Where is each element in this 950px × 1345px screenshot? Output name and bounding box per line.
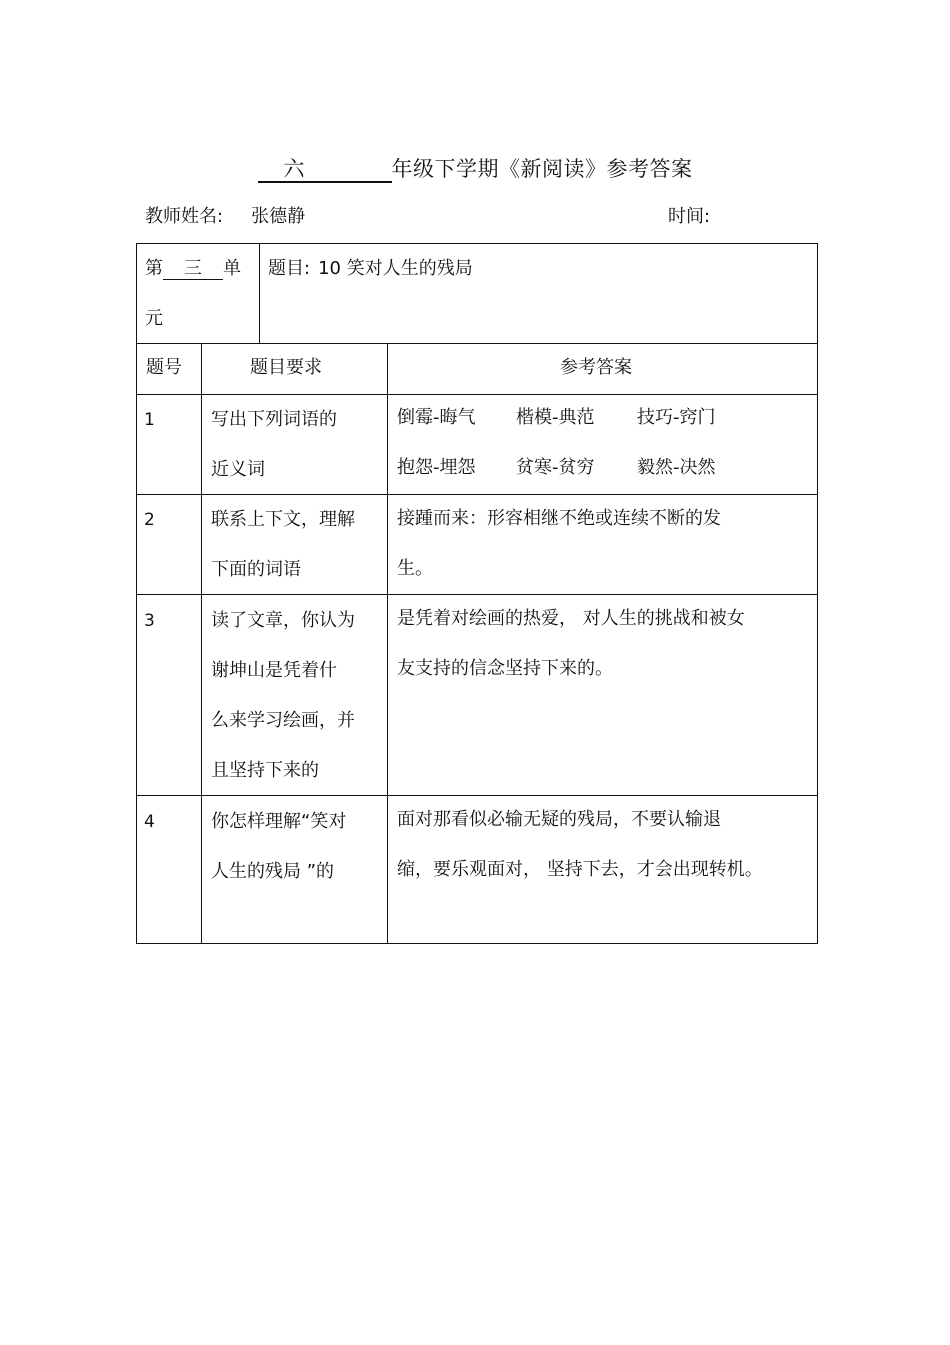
header-number: 题号 (146, 357, 182, 378)
answer-word-pair: 抱怨-埋怨 (397, 457, 476, 478)
requirement-cell (211, 495, 355, 595)
teacher-info (145, 203, 305, 231)
row-divider (136, 343, 818, 344)
requirement-line: 下面的词语 (211, 559, 301, 580)
requirement-cell (211, 395, 337, 495)
topic-label: 题目: (268, 258, 311, 279)
answer-line: 是凭着对绘画的热爱， 对人生的挑战和被女 (397, 608, 745, 629)
requirement-line: 你怎样理解“笑对 (211, 811, 347, 832)
topic (268, 244, 473, 294)
column-divider (201, 343, 202, 944)
requirement-line: 么来学习绘画，并 (211, 710, 355, 731)
row-number: 1 (144, 410, 155, 430)
column-divider (387, 343, 388, 944)
header-answer: 参考答案 (560, 357, 632, 378)
answer-cell (397, 494, 721, 594)
answer-word-pair: 技巧-窍门 (637, 407, 716, 428)
requirement-line: 且坚持下来的 (211, 760, 319, 781)
time-label: 时间: (668, 206, 711, 227)
answer-word-pair: 毅然-决然 (637, 457, 716, 478)
requirement-cell (211, 797, 346, 897)
answer-line: 面对那看似必输无疑的残局，不要认输退 (397, 809, 721, 830)
row-number: 3 (144, 611, 155, 631)
answer-cell (397, 594, 745, 694)
answer-line: 友支持的信念坚持下来的。 (397, 658, 613, 679)
answer-line: 接踵而来：形容相继不绝或连续不断的发 (397, 508, 721, 529)
row-number: 4 (144, 812, 155, 832)
title-text: 年级下学期《新阅读》参考答案 (391, 157, 693, 181)
page-title (0, 154, 950, 184)
teacher-label: 教师姓名: (145, 206, 224, 227)
grade-blank: 六 (258, 157, 392, 183)
unit-cell (145, 244, 241, 294)
unit-prefix: 第 (145, 258, 163, 279)
row-number: 2 (144, 510, 155, 530)
teacher-name: 张德静 (251, 206, 306, 227)
requirement-cell (211, 596, 355, 796)
header-requirement: 题目要求 (250, 357, 322, 378)
answer-word-pair: 贫寒-贫穷 (516, 457, 595, 478)
requirement-line: 联系上下文，理解 (211, 509, 355, 530)
answer-word-pair: 倒霉-晦气 (397, 407, 476, 428)
requirement-line: 人生的残局 ”的 (211, 861, 335, 882)
requirement-line: 写出下列词语的 (211, 409, 337, 430)
answer-line: 生。 (397, 558, 433, 579)
answer-word-pair: 楷模-典范 (516, 407, 595, 428)
unit-number: 三 (163, 259, 223, 280)
topic-title: 10 笑对人生的残局 (318, 258, 473, 279)
answer-line: 缩，要乐观面对， 坚持下去，才会出现转机。 (397, 859, 763, 880)
unit-divider (259, 243, 260, 343)
unit-suffix-line2: 元 (145, 308, 163, 329)
requirement-line: 谢坤山是凭着什 (211, 660, 337, 681)
unit-suffix: 单 (223, 258, 241, 279)
requirement-line: 读了文章，你认为 (211, 610, 355, 631)
answer-cell (397, 795, 763, 895)
requirement-line: 近义词 (211, 459, 265, 480)
